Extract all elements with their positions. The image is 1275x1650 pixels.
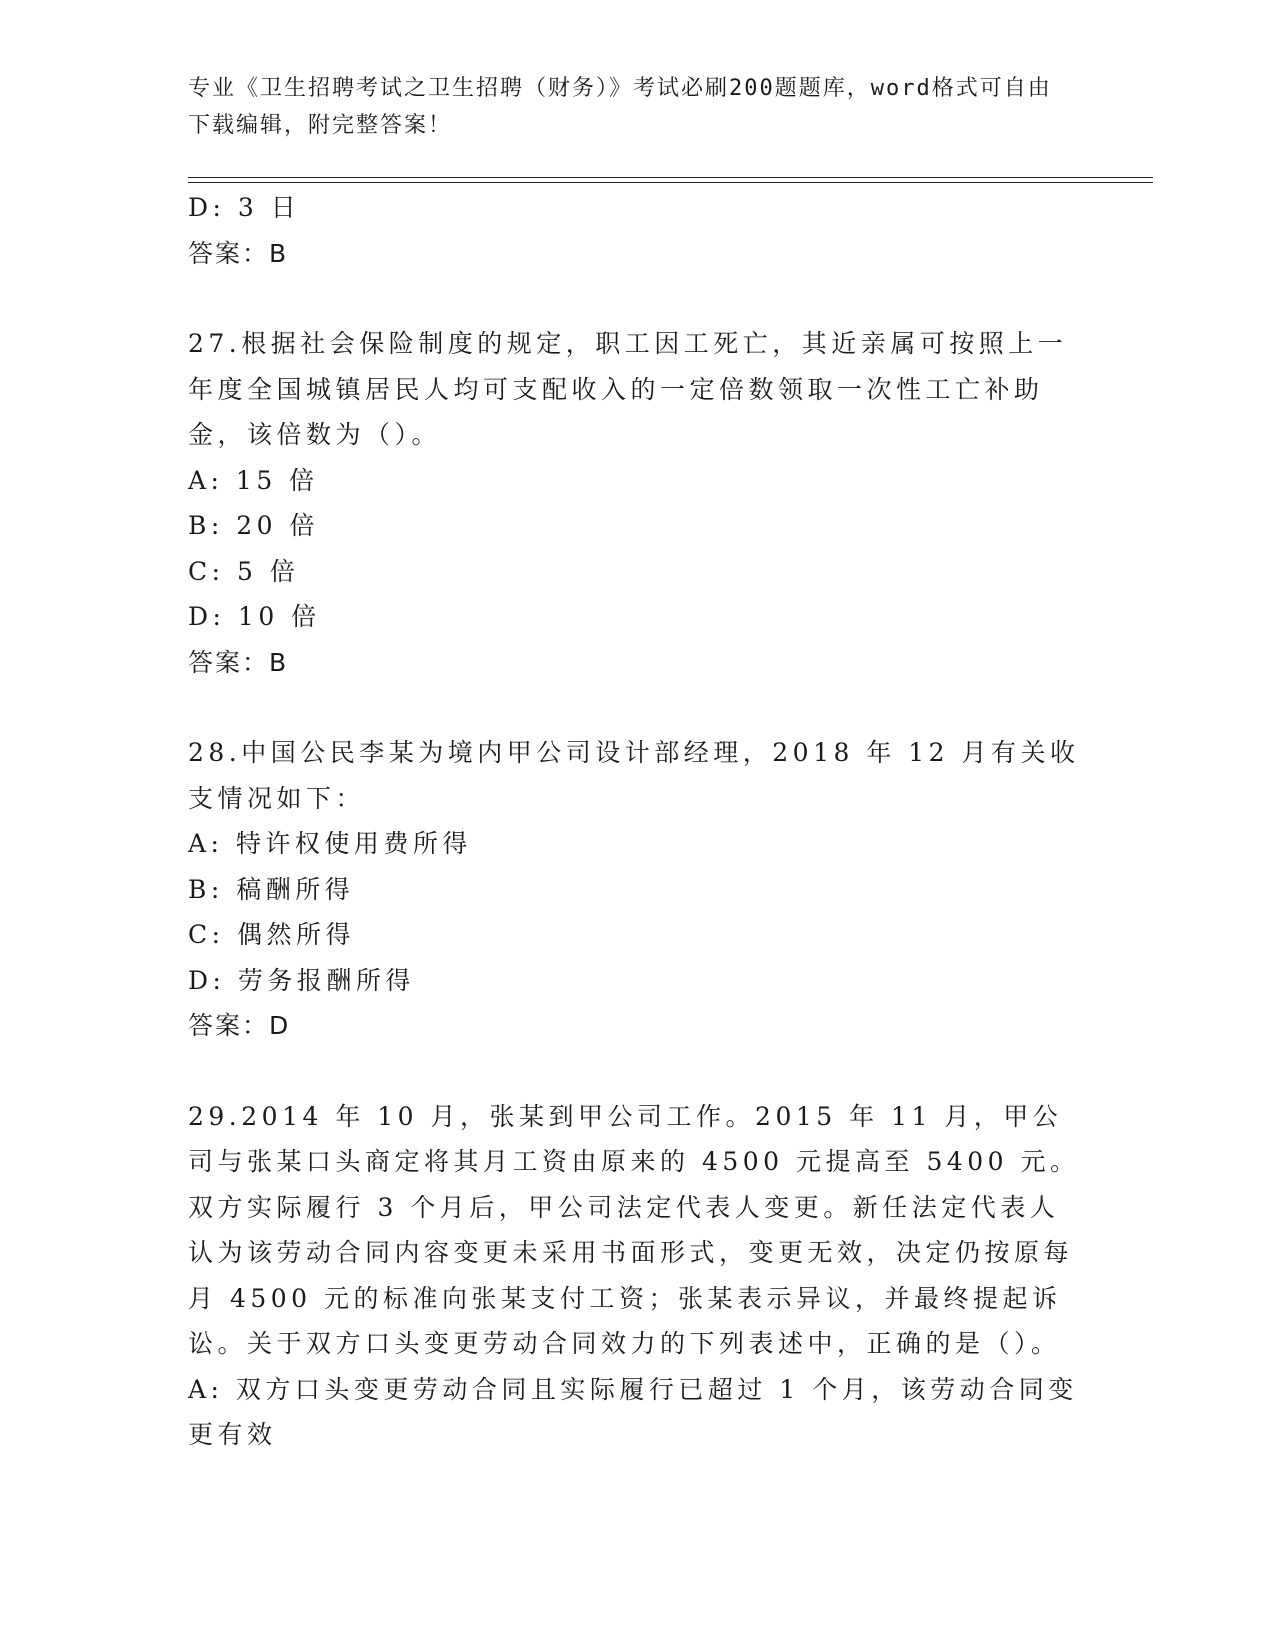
question-28 bbox=[188, 730, 1088, 1049]
question-text: 28.中国公民李某为境内甲公司设计部经理，2018 年 12 月有关收支情况如下： bbox=[188, 738, 1080, 813]
option-b: B: 稿酬所得 bbox=[188, 874, 355, 904]
question-29 bbox=[188, 1094, 1088, 1458]
question-27 bbox=[188, 321, 1088, 685]
option-a: A: 双方口头变更劳动合同且实际履行已超过 1 个月，该劳动合同变更有效 bbox=[188, 1374, 1078, 1449]
option-d: D: 3 日 bbox=[188, 193, 301, 222]
option-c: C: 5 倍 bbox=[188, 556, 300, 586]
header-divider-bottom bbox=[188, 182, 1153, 183]
option-d: D: 劳务报酬所得 bbox=[188, 965, 415, 995]
document-body bbox=[188, 185, 1088, 1458]
option-c: C: 偶然所得 bbox=[188, 920, 355, 949]
question-text: 29.2014 年 10 月，张某到甲公司工作。2015 年 11 月，甲公司与张某口头商定将其月工资由原来的 4500 元提高至 5400 元。双方实际履行 3 个月后，甲公司法定代表人变更。新任法定代表人认为该劳动合同内容变更未采用书面形式，变更无效，决定仍按原每月 4500 元的标准向张某支付工资；张某表示异议，并最终提起诉讼。关于双方口头变更劳动合同效力的下列表述中，正确的是（）。 bbox=[188, 1101, 1080, 1358]
answer: 答案：B bbox=[188, 238, 289, 268]
option-a: A: 特许权使用费所得 bbox=[188, 829, 472, 858]
header-divider-top bbox=[188, 177, 1153, 178]
option-d: D: 10 倍 bbox=[188, 602, 321, 631]
previous-question-tail bbox=[188, 185, 1088, 276]
answer: 答案：D bbox=[188, 1011, 291, 1040]
question-text: 27.根据社会保险制度的规定，职工因工死亡，其近亲属可按照上一年度全国城镇居民人均可支配收入的一定倍数领取一次性工亡补助金，该倍数为（）。 bbox=[188, 329, 1068, 449]
option-b: B: 20 倍 bbox=[188, 511, 319, 540]
answer: 答案：B bbox=[188, 647, 289, 677]
document-header: 专业《卫生招聘考试之卫生招聘（财务）》考试必刷200题题库，word格式可自由下载编辑，附完整答案！ bbox=[188, 76, 1052, 138]
option-a: A: 15 倍 bbox=[188, 465, 319, 495]
